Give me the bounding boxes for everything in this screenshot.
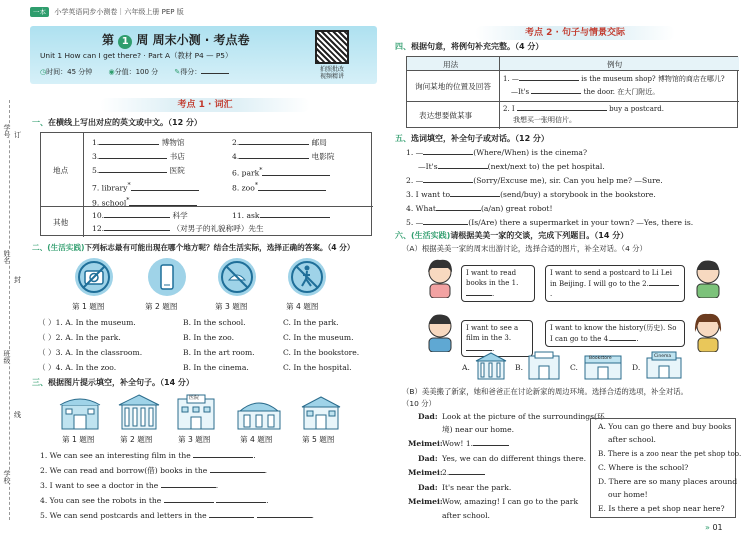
library-building-icon xyxy=(117,393,161,433)
q5-line[interactable]: 1. — (Where/When) is the cinema? xyxy=(406,148,588,157)
speech-bubble-3[interactable]: I want to see a film in the 3.. xyxy=(461,320,533,357)
dialogue-speaker: Dad: xyxy=(418,483,438,492)
choice-c: C. In the hospital. xyxy=(283,363,352,372)
page-number: » 01 xyxy=(705,523,723,532)
q6-part-b-score: （10 分） xyxy=(402,399,436,408)
q5-line[interactable]: 4. What (a/an) great robot! xyxy=(406,204,553,213)
seal-line: 线 xyxy=(14,411,21,419)
example-1b[interactable]: —It's the door. 在大门附近。 xyxy=(511,88,660,96)
speech-bubble-4[interactable]: I want to know the history(历史). So I can go to the 4. . xyxy=(545,320,685,347)
banner xyxy=(30,26,377,84)
cinema-sign-text: Cinema xyxy=(654,354,672,359)
hospital-sign-text: 医院 xyxy=(189,395,200,401)
choice-b: B. In the school. xyxy=(183,318,246,327)
q5-heading: 五、选词填空，补全句子或对话。（12 分） xyxy=(395,134,549,143)
vocab-item[interactable]: 5. 医院 xyxy=(92,166,185,175)
choice-row[interactable]: （ ）3. A. In the classroom. xyxy=(38,348,143,357)
q6-part-b: （B）美美搬了新家，她和爸爸正在讨论新家的周边环境。选择合适的选项，补全对话。 xyxy=(402,387,688,396)
choice-row[interactable]: （ ）1. A. In the museum. xyxy=(38,318,136,327)
building-caption: 第 4 题图 xyxy=(240,435,273,444)
header xyxy=(30,7,184,19)
unit-line: Unit 1 How can I get there? · Part A（教材 P4 — P5） xyxy=(40,51,233,60)
dialogue-speaker: Dad: xyxy=(418,454,438,463)
clock-icon: ◷ xyxy=(40,68,47,76)
no-walking-sign-icon xyxy=(288,258,326,296)
choice-c: C. In the bookstore. xyxy=(283,348,360,357)
q3-heading: 三、根据图片提示填空，补全句子。（14 分） xyxy=(32,378,194,387)
choice-b: B. In the zoo. xyxy=(183,333,234,342)
q1-heading: 一、在横线上写出对应的英文或中文。（12 分） xyxy=(32,118,202,127)
option-a-museum-icon[interactable] xyxy=(474,352,508,382)
q6-part-a: （A）根据美美一家的周末出游讨论，选择合适的图片，补全对话。（4 分） xyxy=(402,244,647,253)
dialogue-speaker: Meimei: xyxy=(408,497,443,506)
speech-bubble-1[interactable]: I want to read books in the 1.. xyxy=(461,265,535,302)
week-number-badge: 1 xyxy=(118,35,132,49)
dialogue-speaker: Meimei: xyxy=(408,468,443,477)
school-label: 学校 xyxy=(3,470,11,484)
choice-c: C. In the park. xyxy=(283,318,339,327)
binding-side xyxy=(0,100,26,520)
dialogue-text: It's near the park. xyxy=(442,483,512,492)
vocab-item[interactable]: 9. school* xyxy=(92,195,197,209)
section-1-title: 考点 1 · 词汇 xyxy=(100,98,310,112)
seal-cut: 订 xyxy=(14,131,21,139)
cinema-building-icon xyxy=(58,393,102,433)
section-2-title: 考点 2 · 句子与情景交际 xyxy=(475,26,675,40)
qr-caption: 拍照批改 视频精讲 xyxy=(319,66,344,80)
woman-avatar xyxy=(690,312,726,354)
option-d-cont: our home! xyxy=(608,490,648,499)
choice-c: C. In the museum. xyxy=(283,333,354,342)
example-2a[interactable]: 2. I buy a postcard. xyxy=(503,105,664,113)
fill-sentence[interactable]: 4. You can see the robots in the . xyxy=(40,496,269,505)
choice-row[interactable]: （ ）4. A. In the zoo. xyxy=(38,363,117,372)
q4-heading: 四、根据句意，将例句补充完整。（4 分） xyxy=(395,42,544,51)
option-label: C. xyxy=(570,363,578,372)
group-places: 地点 xyxy=(53,166,69,175)
usage-want-to: 表达想要做某事 xyxy=(419,111,473,120)
example-1a[interactable]: 1. — is the museum shop? 博物馆的商店在哪儿? xyxy=(503,75,725,83)
dialogue-text: after school. xyxy=(442,511,490,520)
header-title: 小学英语同步小测卷｜六年级上册 PEP 版 xyxy=(54,8,184,16)
building-caption: 第 1 题图 xyxy=(62,435,95,444)
dialogue-text: 境) near our home. xyxy=(442,425,515,434)
vocab-item[interactable]: 7. library* xyxy=(92,180,199,194)
building-caption: 第 3 题图 xyxy=(178,435,211,444)
option-label: D. xyxy=(632,363,641,372)
choice-b: B. In the art room. xyxy=(183,348,255,357)
banner-title: 第 1 周 周末小测 · 考点卷 xyxy=(102,33,250,47)
option-c[interactable]: C. Where is the school? xyxy=(598,463,689,472)
option-label: B. xyxy=(515,363,523,372)
q5-line[interactable]: 3. I want to (send/buy) a storybook in the bookstore. xyxy=(406,190,656,199)
man-avatar xyxy=(422,312,458,354)
option-b[interactable]: B. There is a zoo near the pet shop too. xyxy=(598,449,742,458)
sign-caption: 第 1 题图 xyxy=(72,302,105,311)
q5-line[interactable]: —It's (next/next to) the pet hospital. xyxy=(418,162,605,171)
post-office-icon xyxy=(298,393,344,433)
option-b-post-office-icon[interactable] xyxy=(525,350,563,382)
student-id-label: 学号 xyxy=(3,124,11,138)
option-a[interactable]: A. You can go there and buy books xyxy=(598,422,732,431)
vocab-item[interactable]: 3. 书店 xyxy=(92,152,185,161)
science-museum-icon xyxy=(234,393,284,433)
dialogue-text: Yes, we can do different things there. xyxy=(442,454,586,463)
option-label: A. xyxy=(462,363,470,372)
col-usage: 用法 xyxy=(443,60,459,69)
building-caption: 第 2 题图 xyxy=(120,435,153,444)
option-d[interactable]: D. There are so many places around xyxy=(598,477,738,486)
choice-row[interactable]: （ ）2. A. In the park. xyxy=(38,333,121,342)
sign-caption: 第 4 题图 xyxy=(286,302,319,311)
dialogue-text[interactable]: Wow! 1. xyxy=(442,438,509,449)
option-a-cont: after school. xyxy=(608,435,656,444)
example-2b: 我想买一张明信片。 xyxy=(513,116,576,124)
q4-table xyxy=(406,56,738,128)
vocab-item[interactable]: 10. 科学 xyxy=(92,211,188,220)
fill-sentence[interactable]: 1. We can see an interesting film in the . xyxy=(40,451,256,460)
vocab-item[interactable]: 1. 博物馆 xyxy=(92,138,185,147)
vocab-item[interactable]: 4. 电影院 xyxy=(232,152,335,161)
brand-badge: 一本 xyxy=(30,7,49,17)
no-feeding-sign-icon xyxy=(218,258,256,296)
option-e[interactable]: E. Is there a pet shop near here? xyxy=(598,504,725,513)
page-arrows-icon: » xyxy=(705,523,710,532)
dialogue-speaker: Dad: xyxy=(418,412,438,421)
dialogue-text: Wow, amazing! I can go to the park xyxy=(442,497,579,506)
sign-caption: 第 3 题图 xyxy=(215,302,248,311)
vocab-item[interactable]: 12. （对男子的礼貌称呼）先生 xyxy=(92,224,264,233)
col-example: 例句 xyxy=(607,60,623,69)
dialogue-speaker: Meimei: xyxy=(408,439,443,448)
got-icon: ✎ xyxy=(174,68,181,76)
q6-heading: 六、(生活实践)请根据美美一家的交谈，完成下列题目。（14 分） xyxy=(395,231,629,240)
girl-avatar xyxy=(422,258,458,300)
group-others: 其他 xyxy=(53,218,69,227)
no-camera-sign-icon xyxy=(75,258,113,296)
dialogue-text: Look at the picture of the surroundings(环 xyxy=(442,412,605,421)
info-line: ◷时间：45 分钟 ◉分值：100 分 ✎得分： xyxy=(40,66,229,77)
fill-sentence[interactable]: 5. We can send postcards and letters in the . xyxy=(40,511,314,520)
q5-line[interactable]: 2. — (Sorry/Excuse me), sir. Can you help me? —Sure. xyxy=(406,176,663,185)
score-icon: ◉ xyxy=(108,68,115,76)
bookstore-sign-text: Bookstore xyxy=(589,356,612,361)
qr-code[interactable] xyxy=(315,30,349,64)
boy-avatar xyxy=(690,258,726,300)
choice-b: B. In the cinema. xyxy=(183,363,249,372)
fill-sentence[interactable]: 2. We can read and borrow(借) books in the . xyxy=(40,466,268,475)
seal-feng: 封 xyxy=(14,276,21,284)
usage-ask-location: 询问某地的位置及回答 xyxy=(415,82,491,91)
class-label: 班级 xyxy=(3,350,11,364)
speech-bubble-2[interactable]: I want to send a postcard to Li Lei in Beijing. I will go to the 2.. xyxy=(545,265,685,302)
vocab-item[interactable]: 8. zoo* xyxy=(232,180,326,194)
vocab-item[interactable]: 6. park* xyxy=(232,165,330,179)
name-label: 姓名 xyxy=(3,250,11,264)
sign-caption: 第 2 题图 xyxy=(145,302,178,311)
vocab-item[interactable]: 2. 邮局 xyxy=(232,138,327,147)
building-caption: 第 5 题图 xyxy=(302,435,335,444)
fill-sentence[interactable]: 3. I want to see a doctor in the . xyxy=(40,481,219,490)
vocab-item[interactable]: 11. ask xyxy=(232,210,330,221)
q5-line[interactable]: 5. — (Is/Are) there a supermarket in your town? —Yes, there is. xyxy=(406,218,694,227)
dialogue-text[interactable]: 2. xyxy=(442,467,485,478)
no-phone-sign-icon xyxy=(148,258,186,296)
q2-heading: 二、(生活实践)下列标志最有可能出现在哪个地方呢？结合生活实际，选择正确的答案。（4 分） xyxy=(32,243,355,252)
